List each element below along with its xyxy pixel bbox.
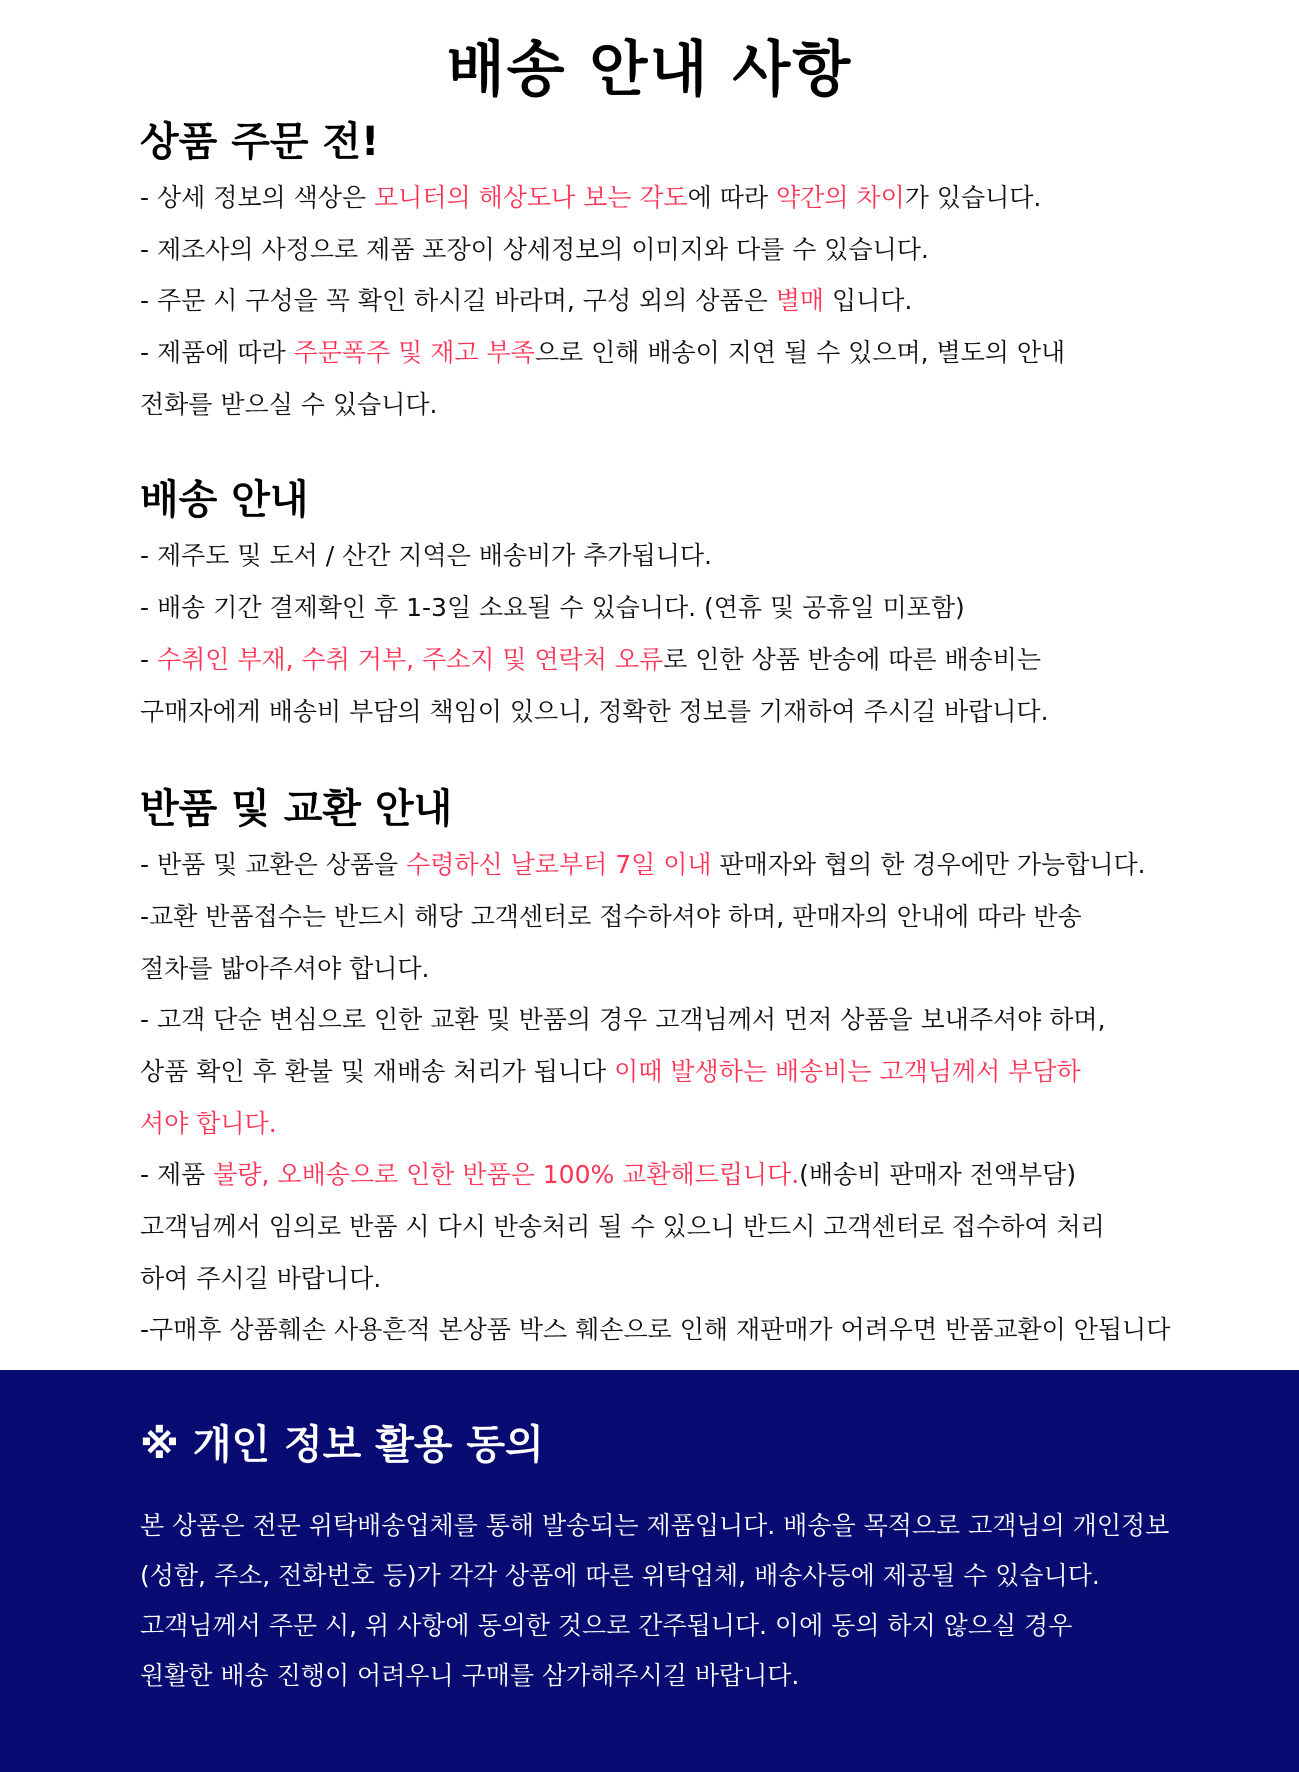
line-text: - 반품 및 교환은 상품을	[140, 850, 407, 880]
notice-line	[140, 1046, 1260, 1098]
notice-line	[140, 530, 1260, 582]
line-text: - 제품	[140, 1160, 214, 1190]
line-text: -	[140, 644, 157, 674]
notice-line	[140, 224, 1260, 276]
line-text: 구매자에게 배송비 부담의 책임이 있으니, 정확한 정보를 기재하여 주시길 바랍니다.	[140, 696, 1049, 726]
section-before-order	[140, 112, 1260, 430]
privacy-consent-band	[0, 1370, 1299, 1772]
line-text: 판매자와 협의 한 경우에만 가능합니다.	[711, 850, 1146, 880]
line-text: 전화를 받으실 수 있습니다.	[140, 389, 438, 419]
notice-line	[140, 379, 1260, 431]
line-text: 으로 인해 배송이 지연 될 수 있으며, 별도의 안내	[534, 338, 1066, 368]
section-return-exchange	[140, 779, 1260, 1356]
highlight-text: 불량, 오배송으로 인한 반품은 100% 교환해드립니다.	[213, 1160, 800, 1190]
notice-line	[140, 1149, 1260, 1201]
section-shipping-info	[140, 470, 1260, 737]
line-text: - 제품에 따라	[140, 338, 294, 368]
line-text: 가 있습니다.	[904, 183, 1042, 212]
notice-line	[140, 1253, 1260, 1305]
line-text: - 제조사의 사정으로 제품 포장이 상세정보의 이미지와 다를 수 있습니다.	[140, 234, 929, 264]
notice-line	[140, 943, 1260, 995]
line-text: -구매후 상품훼손 사용흔적 본상품 박스 훼손으로 인해 재판매가 어려우면 반품교환이 안됩니다	[140, 1315, 1171, 1345]
section-heading: 배송 안내	[140, 477, 309, 524]
line-text: - 배송 기간 결제확인 후 1-3일 소요될 수 있습니다. (연휴 및 공휴일 미포함)	[140, 593, 965, 623]
notice-line	[140, 582, 1260, 634]
line-text: - 제주도 및 도서 / 산간 지역은 배송비가 추가됩니다.	[140, 541, 712, 571]
section-lines	[140, 530, 1260, 737]
section-lines	[140, 172, 1260, 430]
privacy-line: 고객님께서 주문 시, 위 사항에 동의한 것으로 간주됩니다. 이에 동의 하지 않으실 경우	[140, 1611, 1073, 1640]
privacy-line: 원활한 배송 진행이 어려우니 구매를 삼가해주시길 바랍니다.	[140, 1661, 800, 1690]
line-text: - 고객 단순 변심으로 인한 교환 및 반품의 경우 고객님께서 먼저 상품을 보내주셔야 하며,	[140, 1005, 1106, 1035]
notice-line	[140, 275, 1260, 327]
line-text: 상품 확인 후 환불 및 재배송 처리가 됩니다	[140, 1056, 615, 1086]
line-text: -교환 반품접수는 반드시 해당 고객센터로 접수하셔야 하며, 판매자의 안내에 따라 반송	[140, 901, 1082, 931]
section-heading: 반품 및 교환 안내	[140, 786, 453, 833]
notice-line	[140, 634, 1260, 686]
notice-line	[140, 327, 1260, 379]
privacy-content	[140, 1415, 1260, 1701]
notice-line	[140, 1304, 1260, 1356]
highlight-text: 셔야 합니다.	[140, 1108, 277, 1138]
highlight-text: 수취인 부재, 수취 거부, 주소지 및 연락처 오류	[156, 644, 664, 674]
highlight-text: 주문폭주 및 재고 부족	[293, 338, 535, 368]
highlight-text: 수령하신 날로부터 7일 이내	[406, 850, 712, 880]
notice-content	[140, 112, 1260, 1356]
notice-line	[140, 686, 1260, 738]
notice-line	[140, 994, 1260, 1046]
line-text: - 주문 시 구성을 꼭 확인 하시길 바라며, 구성 외의 상품은	[140, 286, 776, 316]
highlight-text: 약간의 차이	[776, 183, 905, 212]
line-text: 로 인한 상품 반송에 따른 배송비는	[663, 644, 1042, 674]
privacy-line: 본 상품은 전문 위탁배송업체를 통해 발송되는 제품입니다. 배송을 목적으로 고객님의 개인정보	[140, 1511, 1170, 1540]
section-lines	[140, 839, 1260, 1356]
line-text: 고객님께서 임의로 반품 시 다시 반송처리 될 수 있으니 반드시 고객센터로 접수하여 처리	[140, 1212, 1105, 1241]
page-title: 배송 안내 사항	[446, 35, 853, 105]
section-heading: 상품 주문 전!	[140, 119, 380, 165]
highlight-text: 이때 발생하는 배송비는 고객님께서 부담하	[614, 1056, 1081, 1086]
notice-line	[140, 839, 1260, 891]
notice-line	[140, 1201, 1260, 1253]
line-text: 입니다.	[824, 286, 913, 316]
line-text: 에 따라	[687, 183, 777, 212]
highlight-text: 모니터의 해상도나 보는 각도	[374, 183, 688, 212]
highlight-text: 별매	[775, 286, 824, 316]
line-text: (배송비 판매자 전액부담)	[799, 1160, 1077, 1190]
privacy-heading: ※ 개인 정보 활용 동의	[140, 1422, 544, 1468]
line-text: 하여 주시길 바랍니다.	[140, 1263, 382, 1293]
line-text: 절차를 밟아주셔야 합니다.	[140, 953, 430, 983]
notice-line	[140, 1098, 1260, 1150]
notice-line	[140, 891, 1260, 943]
privacy-line: (성함, 주소, 전화번호 등)가 각각 상품에 따른 위탁업체, 배송사등에 제공될 수 있습니다.	[140, 1561, 1100, 1590]
notice-line	[140, 172, 1260, 224]
line-text: - 상세 정보의 색상은	[140, 183, 375, 212]
